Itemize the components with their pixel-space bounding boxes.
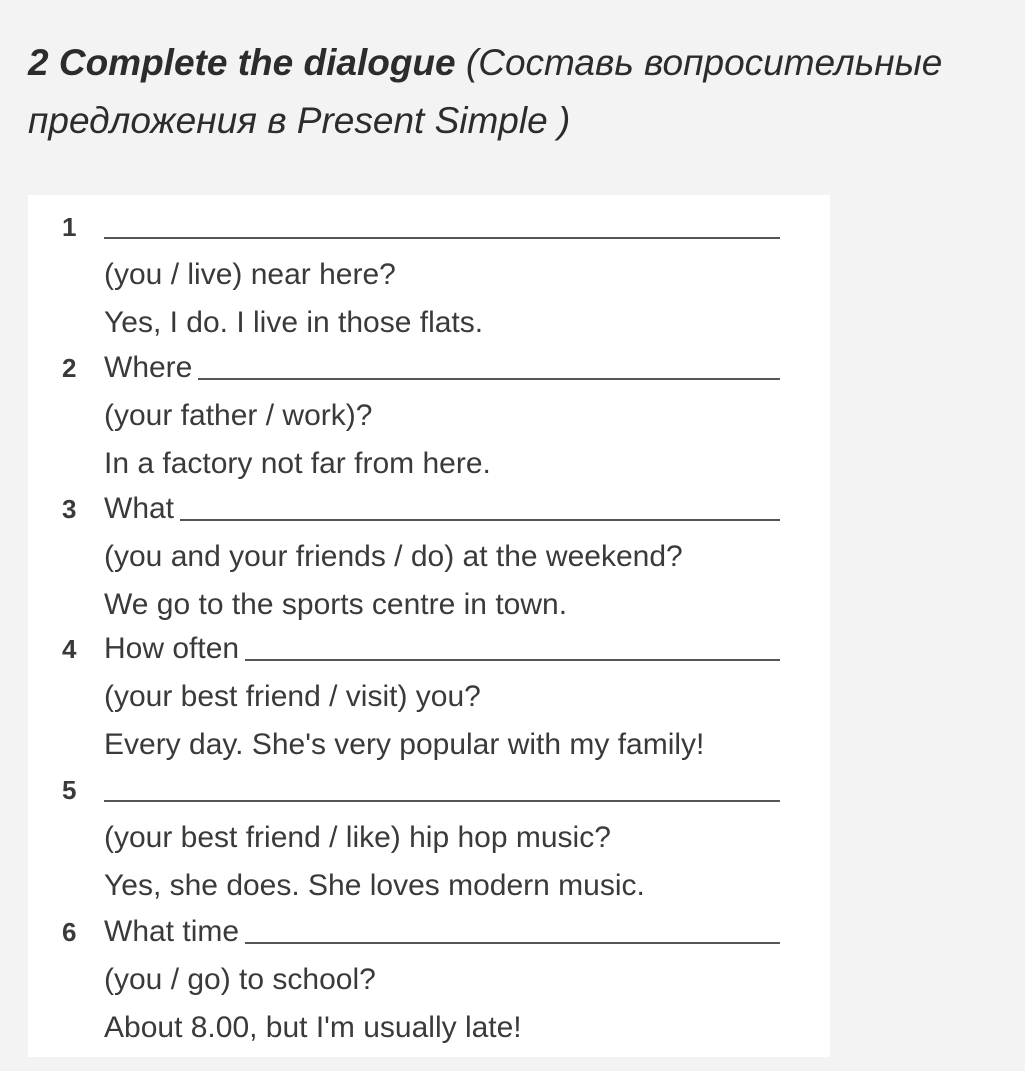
answer-blank[interactable] [245,942,780,944]
dialogue-answer: Yes, she does. She loves modern music. [104,869,645,902]
dialogue-answer: In a factory not far from here. [104,447,491,480]
question-prompt: (you / live) near here? [104,258,396,291]
question-line [104,774,780,806]
question-line [104,916,780,948]
answer-blank[interactable] [104,800,780,802]
item-number: 1 [62,212,77,242]
exercise-heading [28,34,988,150]
answer-blank[interactable] [180,519,780,521]
item-number: 5 [62,775,77,805]
dialogue-answer: Yes, I do. I live in those flats. [104,306,484,339]
answer-blank[interactable] [198,378,780,380]
answer-blank[interactable] [104,237,780,239]
question-start: What time [104,915,240,948]
question-start: What [104,492,175,525]
dialogue-answer: We go to the sports centre in town. [104,588,568,621]
question-prompt: (your father / work)? [104,399,373,432]
question-prompt: (your best friend / like) hip hop music? [104,821,611,854]
question-line [104,493,780,525]
question-prompt: (your best friend / visit) you? [104,680,481,713]
question-start: How often [104,632,240,665]
dialogue-answer: About 8.00, but I'm usually late! [104,1011,522,1044]
question-prompt: (you and your friends / do) at the weekend? [104,540,683,573]
task-instruction: (Составь вопросительные предложения в Present Simple ) [28,42,943,141]
exercise-card [28,195,830,1057]
question-line [104,211,780,243]
question-start: Where [104,351,193,384]
dialogue-answer: Every day. She's very popular with my family! [104,728,705,761]
task-title: Complete the dialogue [58,42,456,83]
question-line [104,633,780,665]
answer-blank[interactable] [245,659,780,661]
question-prompt: (you / go) to school? [104,963,376,996]
question-line [104,352,780,384]
item-number: 6 [62,917,77,947]
task-number: 2 [28,42,49,83]
item-number: 3 [62,494,77,524]
item-number: 4 [62,634,77,664]
item-number: 2 [62,353,77,383]
